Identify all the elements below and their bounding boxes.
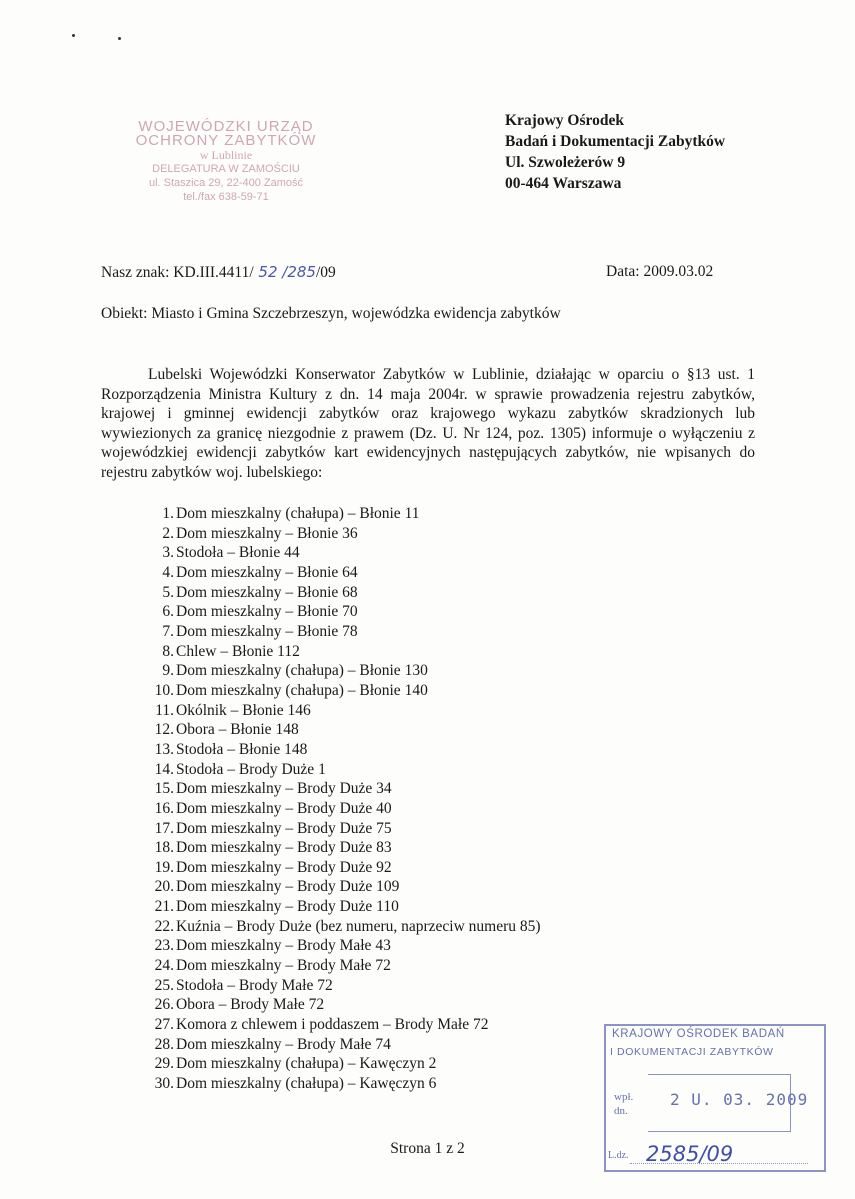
list-item: [138, 1035, 541, 1055]
list-item-number: 28.: [154, 1035, 174, 1053]
address-line: Badań i Dokumentacji Zabytków: [505, 133, 726, 150]
stamp-line: tel./fax 638-59-71: [183, 191, 269, 203]
list-item-text: Dom mieszkalny – Brody Duże 34: [176, 780, 392, 798]
list-item: [138, 1074, 541, 1094]
list-item-text: Dom mieszkalny – Brody Duże 109: [176, 878, 400, 896]
list-item-text: Stodoła – Błonie 44: [176, 544, 300, 562]
list-item-number: 3.: [162, 544, 174, 562]
list-item: [138, 897, 541, 917]
list-item-text: Obora – Błonie 148: [176, 721, 299, 739]
list-item-number: 19.: [154, 858, 174, 876]
scan-speck: [118, 37, 121, 40]
office-stamp: [96, 120, 356, 204]
list-item: [138, 936, 541, 956]
list-item-text: Dom mieszkalny (chałupa) – Kawęczyn 6: [176, 1075, 437, 1093]
list-item-text: Stodoła – Błonie 148: [176, 740, 308, 758]
list-item: [138, 1015, 541, 1035]
list-item-text: Dom mieszkalny (chałupa) – Błonie 130: [176, 662, 428, 680]
reference-prefix: Nasz znak: KD.III.4411/: [101, 264, 254, 281]
list-item-text: Dom mieszkalny – Brody Duże 75: [176, 819, 392, 837]
list-item: [138, 956, 541, 976]
list-item-number: 10.: [154, 681, 174, 699]
list-item-number: 30.: [154, 1075, 174, 1093]
list-item-number: 22.: [154, 917, 174, 935]
list-item: [138, 524, 541, 544]
list-item-text: Dom mieszkalny – Błonie 70: [176, 603, 358, 621]
list-item-number: 26.: [154, 996, 174, 1014]
list-item-number: 8.: [162, 642, 174, 660]
list-item-text: Dom mieszkalny – Błonie 78: [176, 622, 358, 640]
stamp-label-ldz: L.dz.: [608, 1150, 629, 1161]
list-item: [138, 1054, 541, 1074]
stamp-labels: [614, 1090, 633, 1118]
list-item-number: 1.: [162, 505, 174, 522]
list-item-text: Chlew – Błonie 112: [176, 642, 300, 660]
list-item-number: 24.: [154, 957, 174, 975]
list-item-text: Komora z chlewem i poddaszem – Brody Małe 72: [176, 1016, 489, 1034]
list-item-text: Dom mieszkalny – Brody Małe 72: [176, 957, 391, 975]
list-item-text: Dom mieszkalny (chałupa) – Błonie 140: [176, 681, 428, 699]
subject-line: Obiekt: Miasto i Gmina Szczebrzeszyn, wojewódzka ewidencja zabytków: [101, 305, 561, 322]
list-item-text: Dom mieszkalny – Błonie 64: [176, 563, 358, 581]
list-item-number: 4.: [162, 563, 174, 581]
list-item: [138, 740, 541, 760]
list-item: [138, 877, 541, 897]
stamp-label-dn: dn.: [614, 1105, 628, 1117]
list-item: [138, 799, 541, 819]
list-item: [138, 504, 541, 524]
list-item: [138, 917, 541, 937]
list-item-number: 14.: [154, 760, 174, 778]
recipient-address: [505, 110, 725, 194]
list-item-number: 2.: [162, 524, 174, 542]
stamp-line: DELEGATURA W ZAMOŚCIU: [152, 163, 300, 175]
stamp-line: KRAJOWY OŚRODEK BADAŃ: [612, 1028, 785, 1040]
list-item: [138, 563, 541, 583]
address-line: Krajowy Ośrodek: [505, 112, 624, 129]
list-item-text: Dom mieszkalny – Brody Duże 40: [176, 799, 392, 817]
list-item-text: Kuźnia – Brody Duże (bez numeru, naprzeciw numeru 85): [176, 917, 541, 935]
list-item: [138, 838, 541, 858]
list-item-text: Stodoła – Brody Małe 72: [176, 976, 333, 994]
list-item-text: Dom mieszkalny (chałupa) – Błonie 11: [176, 505, 420, 522]
list-item: [138, 622, 541, 642]
stamp-handwritten-number: 2585/09: [646, 1142, 734, 1166]
document-date: Data: 2009.03.02: [606, 263, 714, 280]
reference-handwritten-1: 52: [253, 263, 283, 281]
intro-paragraph: Lubelski Wojewódzki Konserwator Zabytków w Lublinie, działając w oparciu o §13 ust. 1 Rozporządzenia Ministra Kultury z dn. 14 maja 2004r. w sprawie prowadzenia rejestru zabytków, krajowej i gminnej ewidencji zabytków oraz krajowego wykazu zabytków skradzionych lub wywiezionych za granicę niezgodnie z prawem (Dz. U. Nr 124, poz. 1305) informuje o wyłączeniu z wojewódzkiej ewidencji zabytków kart ewidencyjnych następujących zabytków, nie wpisanych do rejestru zabytków woj. lubelskiego:: [101, 366, 755, 481]
received-stamp: [604, 1024, 826, 1172]
list-item-text: Stodoła – Brody Duże 1: [176, 760, 326, 778]
list-item: [138, 543, 541, 563]
list-item-text: Dom mieszkalny – Brody Małe 43: [176, 937, 391, 955]
list-item-number: 5.: [162, 583, 174, 601]
list-item-text: Dom mieszkalny – Brody Małe 74: [176, 1035, 391, 1053]
list-item: [138, 779, 541, 799]
list-item-text: Okólnik – Błonie 146: [176, 701, 311, 719]
list-item-number: 16.: [154, 799, 174, 817]
stamp-line: WOJEWÓDZKI URZĄD: [138, 118, 314, 135]
monument-list: [138, 504, 541, 1094]
reference-separator: /: [282, 263, 288, 281]
list-item-number: 18.: [154, 839, 174, 857]
stamp-line: OCHRONY ZABYTKÓW: [135, 132, 317, 149]
list-item: [138, 819, 541, 839]
list-item-number: 6.: [162, 603, 174, 621]
reference-handwritten-2: 285: [287, 263, 316, 281]
list-item-text: Obora – Brody Małe 72: [176, 996, 325, 1014]
address-line: 00-464 Warszawa: [505, 175, 622, 192]
list-item: [138, 701, 541, 721]
stamp-label-wpl: wpł.: [614, 1091, 634, 1103]
list-item: [138, 681, 541, 701]
list-item-number: 27.: [154, 1016, 174, 1034]
list-item-text: Dom mieszkalny – Brody Duże 83: [176, 839, 392, 857]
address-line: Ul. Szwoleżerów 9: [505, 154, 626, 171]
list-item: [138, 602, 541, 622]
list-item: [138, 995, 541, 1015]
list-item-text: Dom mieszkalny – Brody Duże 92: [176, 858, 392, 876]
list-item-number: 29.: [154, 1055, 174, 1073]
list-item: [138, 720, 541, 740]
list-item-text: Dom mieszkalny – Brody Duże 110: [176, 898, 399, 916]
list-item-number: 25.: [154, 976, 174, 994]
list-item-number: 15.: [154, 780, 174, 798]
page-number: Strona 1 z 2: [390, 1140, 465, 1157]
list-item-number: 21.: [154, 898, 174, 916]
list-item-number: 7.: [162, 622, 174, 640]
reference-number: [101, 263, 336, 282]
scan-speck: [72, 34, 75, 37]
list-item-number: 20.: [154, 878, 174, 896]
reference-suffix: /09: [315, 264, 336, 281]
list-item-number: 13.: [154, 740, 174, 758]
list-item-number: 11.: [155, 701, 174, 719]
list-item: [138, 976, 541, 996]
stamp-line: w Lublinie: [199, 148, 253, 162]
stamp-date: 2 U. 03. 2009: [670, 1090, 809, 1109]
list-item: [138, 642, 541, 662]
list-item-number: 9.: [162, 662, 174, 680]
list-item-text: Dom mieszkalny – Błonie 68: [176, 583, 358, 601]
list-item-text: Dom mieszkalny (chałupa) – Kawęczyn 2: [176, 1055, 437, 1073]
list-item-text: Dom mieszkalny – Błonie 36: [176, 524, 358, 542]
list-item: [138, 760, 541, 780]
list-item-number: 23.: [154, 937, 174, 955]
list-item-number: 12.: [154, 721, 174, 739]
list-item-number: 17.: [154, 819, 174, 837]
list-item: [138, 858, 541, 878]
stamp-line: ul. Staszica 29, 22-400 Zamość: [148, 177, 304, 189]
list-item: [138, 583, 541, 603]
list-item: [138, 661, 541, 681]
stamp-line: I DOKUMENTACJI ZABYTKÓW: [610, 1046, 774, 1058]
